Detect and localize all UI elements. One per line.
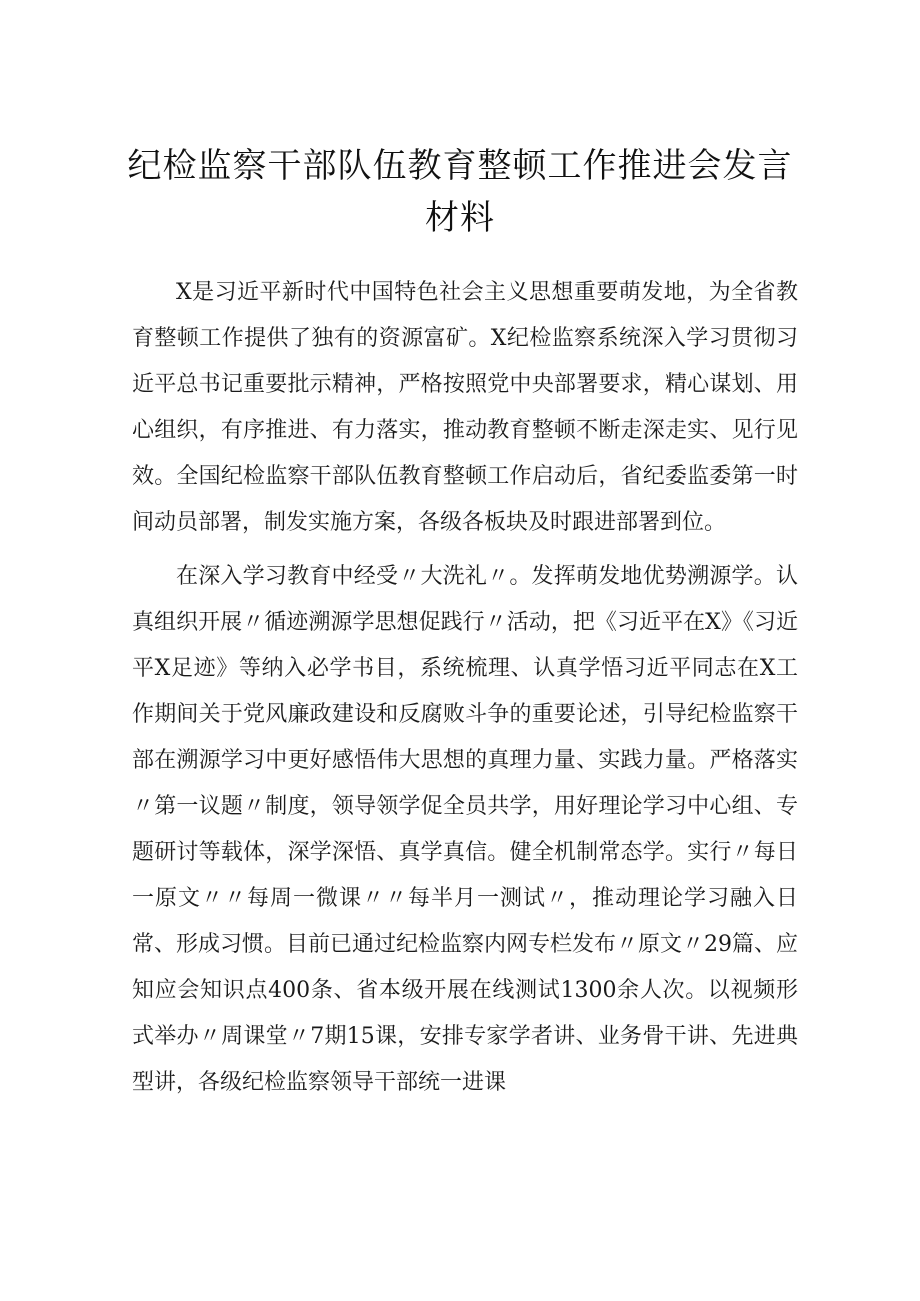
document-body — [132, 270, 798, 1114]
document-title: 纪检监察干部队伍教育整顿工作推进会发言材料 — [127, 146, 793, 238]
paragraph-intro: X是习近平新时代中国特色社会主义思想重要萌发地，为全省教育整顿工作提供了独有的资源富矿。X纪检监察系统深入学习贯彻习近平总书记重要批示精神，严格按照党中央部署要求，精心谋划、用心组织，有序推进、有力落实，推动教育整顿不断走深走实、见行见效。全国纪检监察干部队伍教育整顿工作启动后，省纪委监委第一时间动员部署，制发实施方案，各级各板块及时跟进部署到位。 — [132, 280, 798, 535]
paragraph-study-education: 在深入学习教育中经受〃大洗礼〃。发挥萌发地优势溯源学。认真组织开展〃循迹溯源学思想促践行〃活动，把《习近平在X》《习近平X足迹》等纳入必学书目，系统梳理、认真学悟习近平同志在X工作期间关于党风廉政建设和反腐败斗争的重要论述，引导纪检监察干部在溯源学习中更好感悟伟大思想的真理力量、实践力量。严格落实〃第一议题〃制度，领导领学促全员共学，用好理论学习中心组、专题研讨等载体，深学深悟、真学真信。健全机制常态学。实行〃每日一原文〃〃每周一微课〃〃每半月一测试〃，推动理论学习融入日常、形成习惯。目前已通过纪检监察内网专栏发布〃原文〃29篇、应知应会知识点400条、省本级开展在线测试1300余人次。以视频形式举办〃周课堂〃7期15课，安排专家学者讲、业务骨干讲、先进典型讲，各级纪检监察领导干部统一进课 — [132, 564, 798, 1095]
